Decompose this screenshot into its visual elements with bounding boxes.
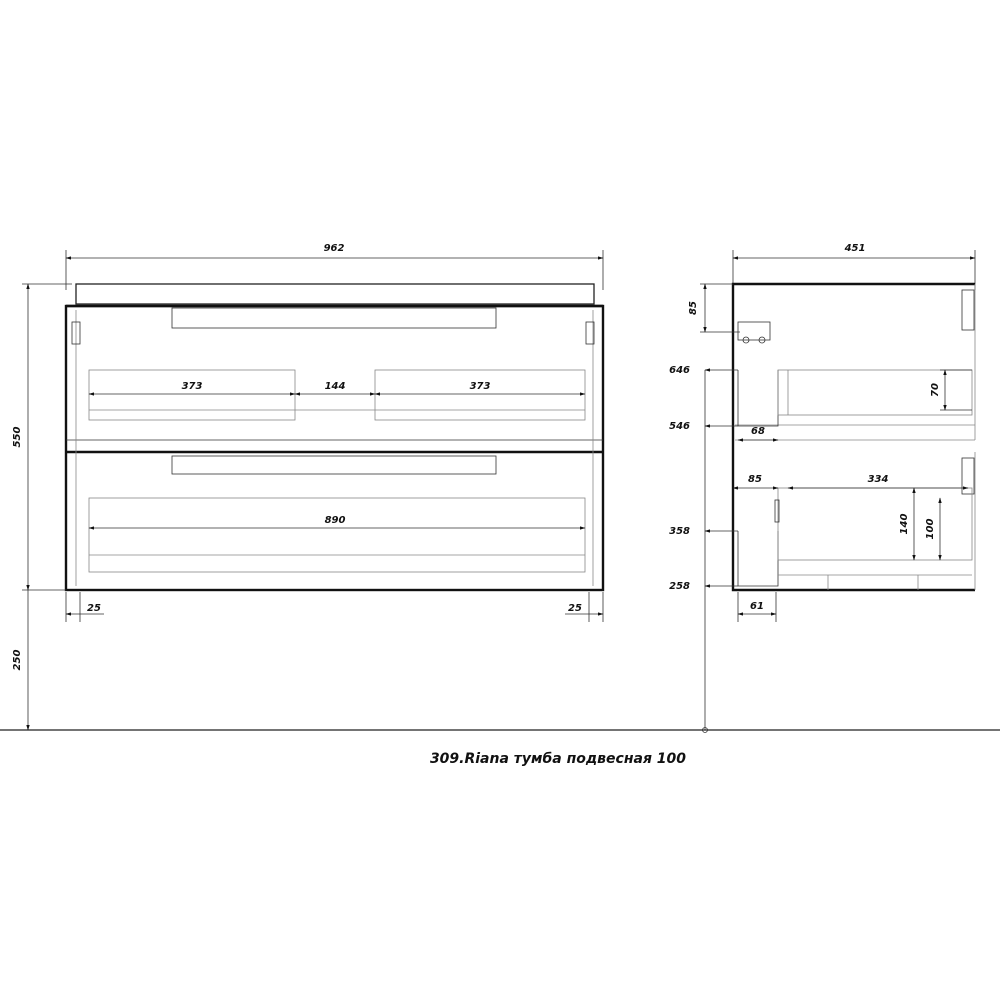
offset-right-label: 25 [568, 603, 582, 614]
base-offset-label: 61 [750, 601, 764, 612]
lower-drawer-profile [778, 488, 972, 560]
offset-left-label: 25 [87, 603, 101, 614]
mounting-bracket [738, 322, 770, 340]
lower-inner-drawer [89, 498, 585, 572]
top-height-label: 85 [688, 301, 699, 315]
level-546-label: 546 [669, 421, 690, 432]
side-view [669, 243, 975, 733]
lower-drawer-handle [172, 456, 496, 474]
level-258-label: 258 [669, 581, 690, 592]
level-646-label: 646 [669, 365, 690, 376]
side-depth-label: 451 [844, 243, 866, 254]
upper-drawer-handle [172, 308, 496, 328]
upper-drawer-profile [778, 370, 972, 415]
upper-inner-drawer-right [375, 370, 585, 420]
worktop [76, 284, 594, 304]
front-view [12, 243, 603, 730]
bottom-drawer-height-inner-label: 100 [925, 518, 936, 540]
bottom-offset-label: 85 [748, 474, 762, 485]
drawing-caption: 309.Riana тумба подвесная 100 [429, 751, 687, 767]
drawer-top-right-label: 373 [469, 381, 491, 392]
front-height-label: 550 [12, 426, 23, 448]
front-width-label: 962 [323, 243, 345, 254]
drawer-top-center-label: 144 [324, 381, 346, 392]
top-drawer-offset-label: 68 [751, 426, 765, 437]
cabinet-body [66, 306, 603, 590]
side-outline [733, 284, 975, 590]
level-358-label: 358 [669, 526, 690, 537]
bottom-drawer-depth-label: 334 [867, 474, 889, 485]
drawer-top-left-label: 373 [181, 381, 203, 392]
top-drawer-height-label: 70 [930, 383, 941, 397]
bottom-drawer-height-outer-label: 140 [899, 513, 910, 535]
mount-height-label: 250 [12, 649, 23, 671]
drawer-bottom-width-label: 890 [324, 515, 346, 526]
upper-inner-drawer-left [89, 370, 295, 420]
